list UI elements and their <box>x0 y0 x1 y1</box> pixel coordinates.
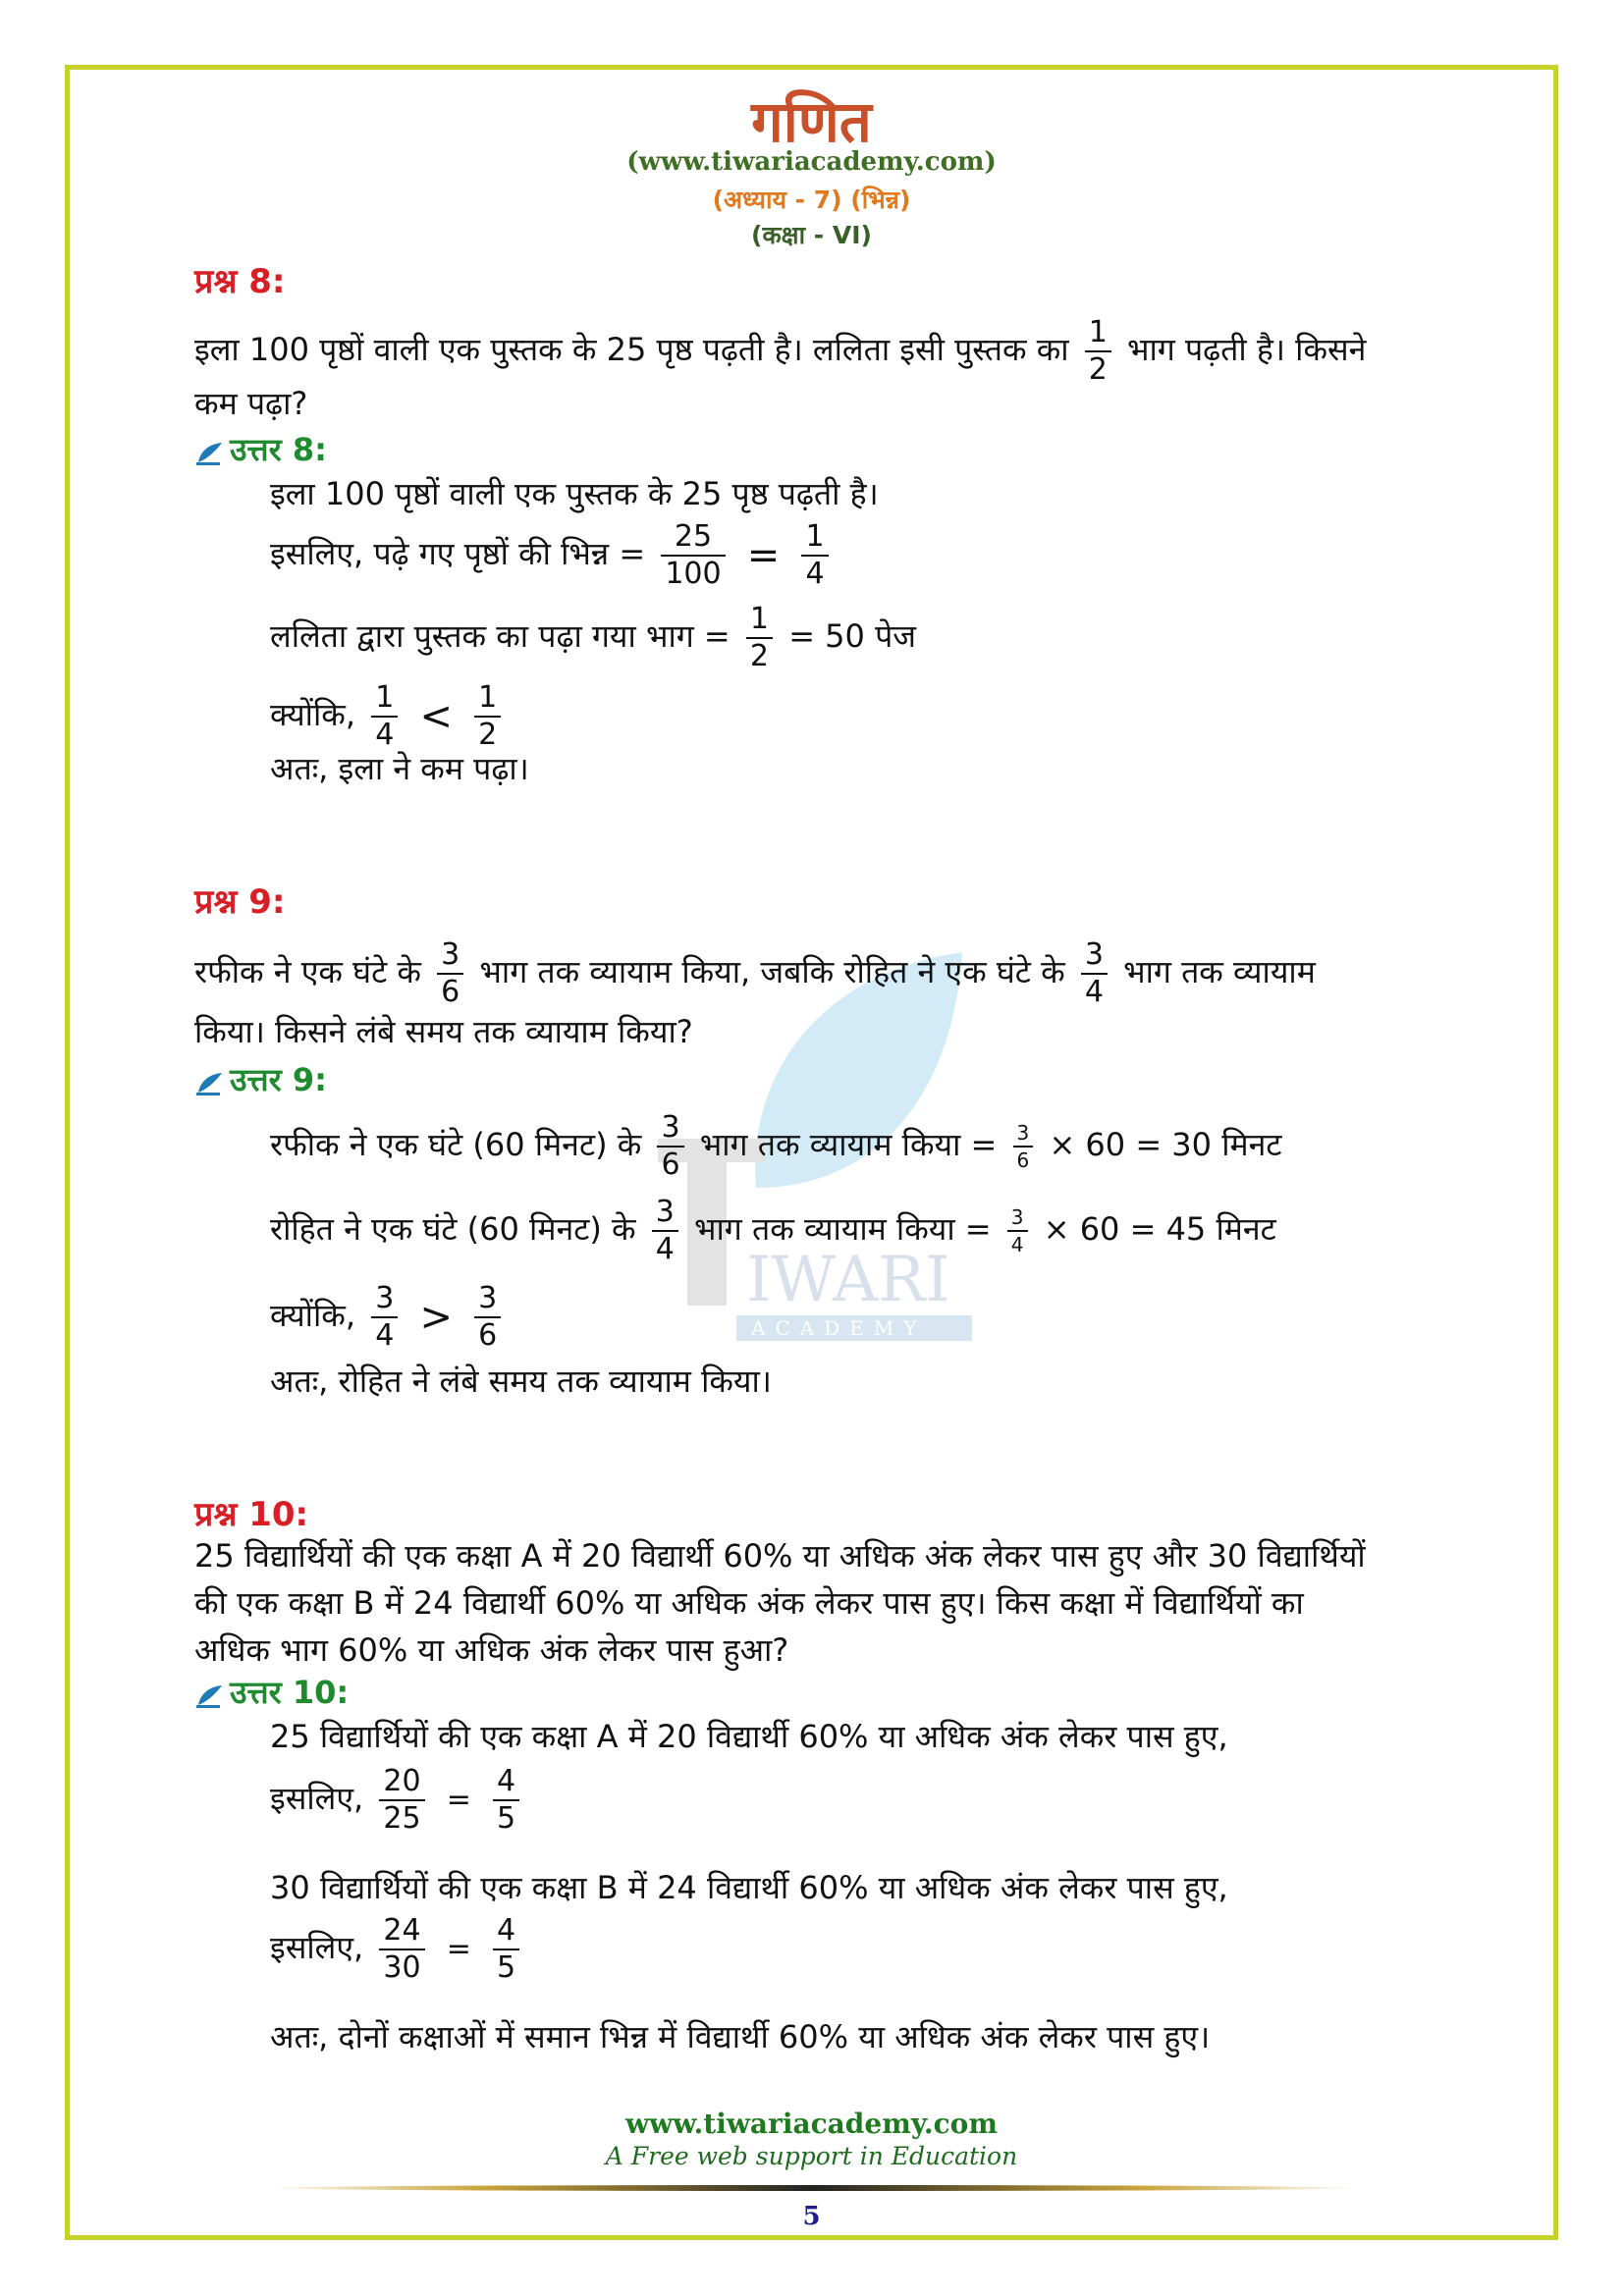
fraction-24-30: $\frac{24}{30}$ <box>379 1916 424 1983</box>
page-title: गणित <box>751 88 872 155</box>
chapter-label: (अध्याय - 7) (भिन्न) <box>712 186 911 214</box>
q9-line2: किया। किसने लंबे समय तक व्यायाम किया? <box>194 1013 693 1050</box>
q8-line1-b: भाग पढ़ती है। किसने <box>1127 331 1367 368</box>
q9-answer-label: उत्तर 9: <box>194 1058 327 1100</box>
equals-sign: = <box>446 1783 471 1817</box>
watermark-sub: ACADEMY <box>751 1316 927 1340</box>
fraction-three-sixth: $\frac{3}{6}$ <box>657 1113 683 1180</box>
footer-divider <box>265 2185 1360 2191</box>
fraction-20-25: $\frac{20}{25}$ <box>379 1767 424 1834</box>
q9-line1: रफीक ने एक घंटे के $\frac{3}{6}$ भाग तक व्यायाम किया, जबकि रोहित ने एक घंटे के $\frac{3}{4}$ भाग तक व्यायाम <box>194 937 1316 1009</box>
fraction-three-sixth: $\frac{3}{6}$ <box>437 940 463 1007</box>
page-number: 5 <box>802 2202 821 2231</box>
footer-url[interactable]: www.tiwariacademy.com <box>625 2108 998 2140</box>
q8-a3: ललिता द्वारा पुस्तक का पढ़ा गया भाग = $\frac{1}{2}$ = 50 पेज <box>270 602 916 673</box>
fraction-quarter: $\frac{1}{4}$ <box>801 522 828 589</box>
q10-a2: इसलिए, $\frac{20}{25}$ = $\frac{4}{5}$ <box>270 1767 525 1834</box>
q9-a4: अतः, रोहित ने लंबे समय तक व्यायाम किया। <box>270 1362 772 1400</box>
q8-label: प्रश्न 8: <box>194 262 286 301</box>
q10-label: प्रश्न 10: <box>194 1495 309 1534</box>
q10-answer-label: उत्तर 10: <box>194 1671 349 1713</box>
fraction-half: $\frac{1}{2}$ <box>474 683 501 750</box>
class-label: (कक्षा - VI) <box>751 221 872 249</box>
q10-a1: 25 विद्यार्थियों की एक कक्षा A में 20 विद्यार्थी 60% या अधिक अंक लेकर पास हुए, <box>270 1718 1228 1755</box>
q9-a1: रफीक ने एक घंटे (60 मिनट) के $\frac{3}{6}$ भाग तक व्यायाम किया = $\frac{3}{6}$ × 60 = 30 मिनट <box>270 1110 1282 1182</box>
q10-line3: अधिक भाग 60% या अधिक अंक लेकर पास हुआ? <box>194 1631 789 1669</box>
greater-than-sign: > <box>419 1295 453 1340</box>
q10-line2: की एक कक्षा B में 24 विद्यार्थी 60% या अधिक अंक लेकर पास हुए। किस कक्षा में विद्यार्थियों का <box>194 1584 1304 1622</box>
watermark-main: IWARI <box>746 1244 950 1316</box>
q8-line1-a: इला 100 पृष्ठों वाली एक पुस्तक के 25 पृष्ठ पढ़ती है। ललिता इसी पुस्तक का <box>194 331 1069 368</box>
q9-label: प्रश्न 9: <box>194 882 286 922</box>
q8-answer-label: उत्तर 8: <box>194 428 327 470</box>
less-than-sign: < <box>419 694 453 739</box>
fraction-half: $\frac{1}{2}$ <box>746 605 773 671</box>
fraction-three-sixth-small: $\frac{3}{6}$ <box>1013 1123 1034 1170</box>
fraction-three-quarter: $\frac{3}{4}$ <box>1081 940 1108 1007</box>
q10-a3: 30 विद्यार्थियों की एक कक्षा B में 24 विद्यार्थी 60% या अधिक अंक लेकर पास हुए, <box>270 1869 1228 1906</box>
q10-a5: अतः, दोनों कक्षाओं में समान भिन्न में विद्यार्थी 60% या अधिक अंक लेकर पास हुए। <box>270 2018 1211 2056</box>
pen-icon <box>194 437 224 462</box>
footer-tagline: A Free web support in Education <box>605 2142 1018 2170</box>
q8-a5: अतः, इला ने कम पढ़ा। <box>270 750 529 787</box>
fraction-25-100: $\frac{25}{100}$ <box>661 522 725 589</box>
fraction-three-quarter-small: $\frac{3}{4}$ <box>1007 1207 1028 1255</box>
header-url[interactable]: (www.tiwariacademy.com) <box>626 147 997 177</box>
fraction-three-sixth: $\frac{3}{6}$ <box>474 1284 501 1351</box>
fraction-four-fifth: $\frac{4}{5}$ <box>493 1767 519 1834</box>
fraction-quarter: $\frac{1}{4}$ <box>371 683 398 750</box>
q10-line1: 25 विद्यार्थियों की एक कक्षा A में 20 विद्यार्थी 60% या अधिक अंक लेकर पास हुए और 30 विद्यार्थियों <box>194 1537 1366 1575</box>
equals-sign: = <box>446 1932 471 1966</box>
q8-a4: क्योंकि, $\frac{1}{4}$ < $\frac{1}{2}$ <box>270 683 507 750</box>
fraction-four-fifth: $\frac{4}{5}$ <box>493 1916 519 1983</box>
q8-line2: कम पढ़ा? <box>194 385 308 422</box>
q9-a2: रोहित ने एक घंटे (60 मिनट) के $\frac{3}{4}$ भाग तक व्यायाम किया = $\frac{3}{4}$ × 60 = 45 मिनट <box>270 1195 1276 1266</box>
q8-a2: इसलिए, पढ़े गए पृष्ठों की भिन्न = $\frac{25}{100}$ = $\frac{1}{4}$ <box>270 522 835 589</box>
pen-icon <box>194 1067 224 1093</box>
pen-icon <box>194 1680 224 1705</box>
q10-a4: इसलिए, $\frac{24}{30}$ = $\frac{4}{5}$ <box>270 1916 525 1983</box>
fraction-three-quarter: $\frac{3}{4}$ <box>371 1284 398 1351</box>
fraction-half: $\frac{1}{2}$ <box>1085 318 1111 385</box>
fraction-three-quarter: $\frac{3}{4}$ <box>652 1198 678 1264</box>
q8-a1: इला 100 पृष्ठों वाली एक पुस्तक के 25 पृष्ठ पढ़ती है। <box>270 475 879 512</box>
q9-a3: क्योंकि, $\frac{3}{4}$ > $\frac{3}{6}$ <box>270 1284 507 1351</box>
q8-line1 <box>194 315 1367 387</box>
equals-sign: = <box>746 533 781 578</box>
